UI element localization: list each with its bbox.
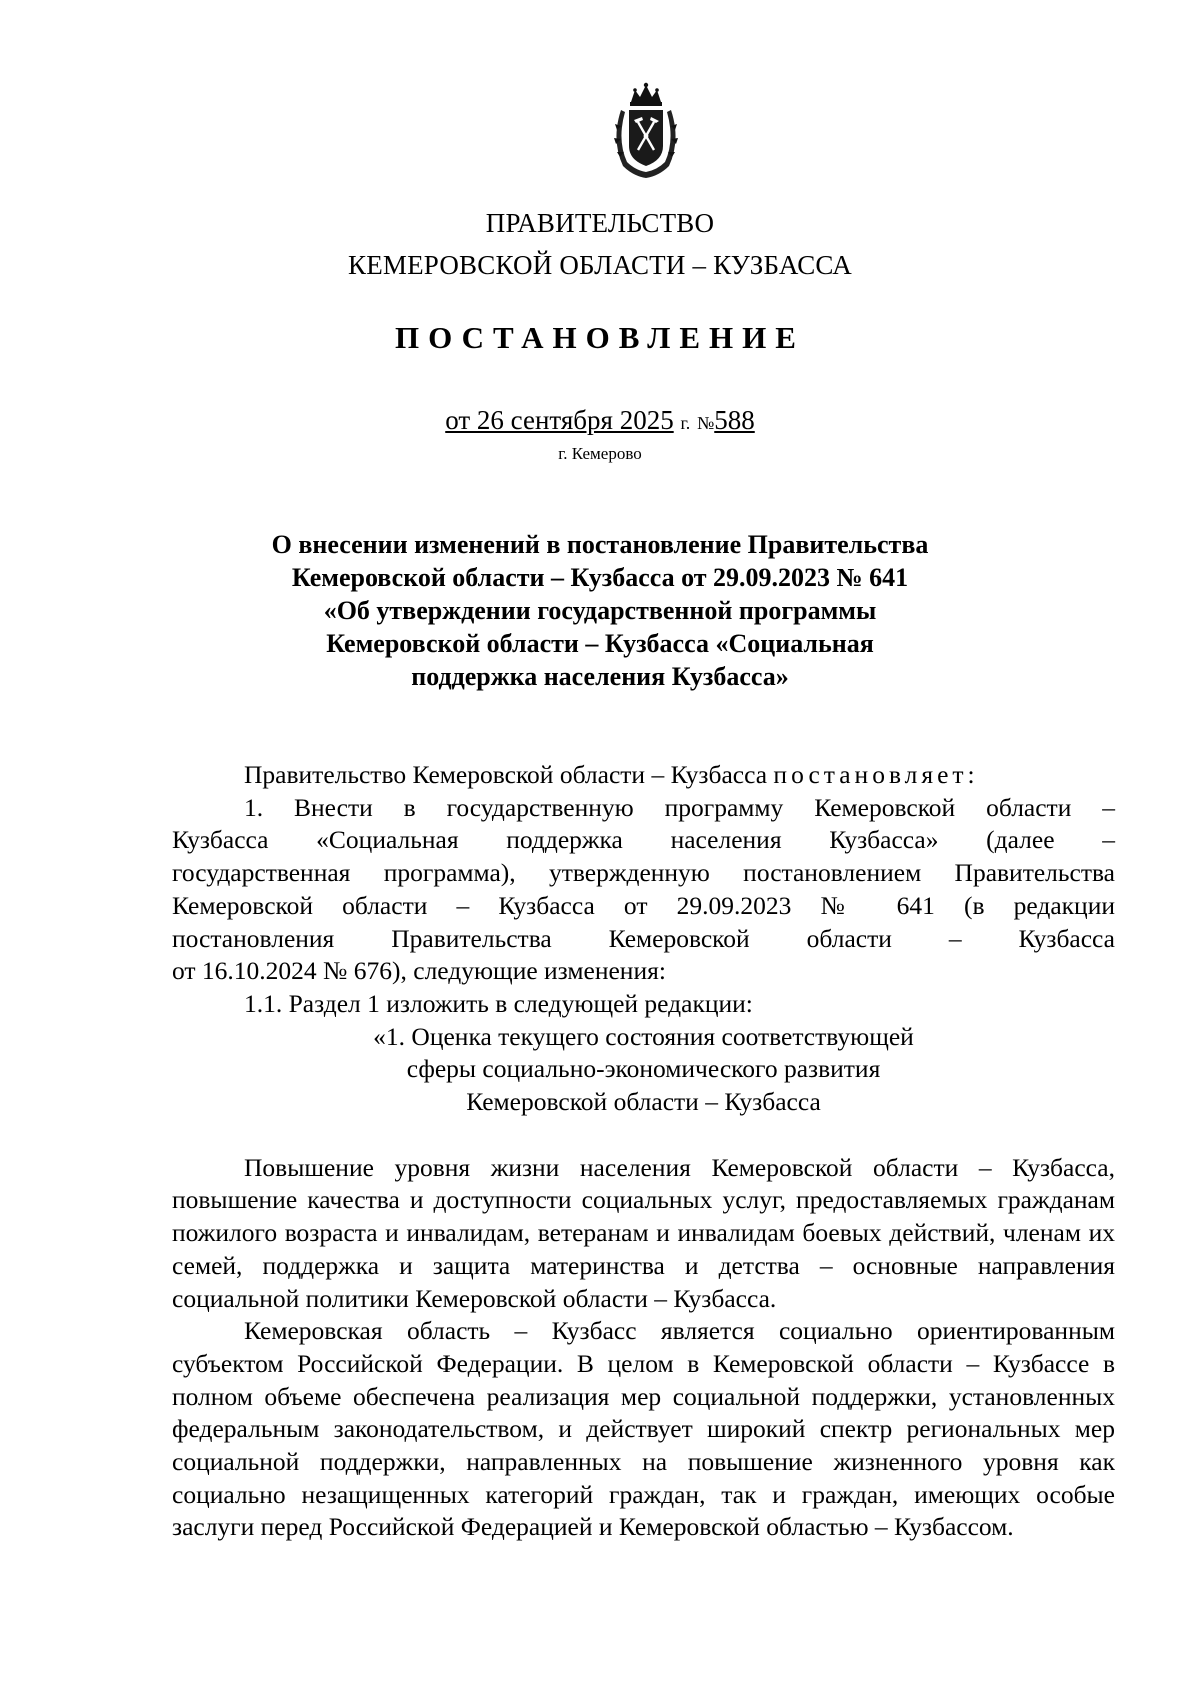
item-1-1: 1.1. Раздел 1 изложить в следующей редакции: — [244, 988, 753, 1018]
item-1 — [172, 792, 1115, 988]
section-heading-line: сферы социально-экономического развития — [406, 1054, 881, 1084]
title-line: О внесении изменений в постановление Правительства — [271, 530, 929, 559]
document-title — [200, 528, 1000, 693]
section-heading-line: «1. Оценка текущего состояния соответствующей — [373, 1021, 914, 1051]
coat-of-arms-icon — [609, 80, 683, 180]
document-body — [172, 759, 1115, 1544]
section-heading-line: Кемеровской области – Кузбасса — [466, 1087, 821, 1117]
paragraph-1: Повышение уровня жизни населения Кемеровской области – Кузбасса, повышение качества и доступности социальных услуг, предоставляемых гражданам пожилого возраста и инвалидам, ветеранам и инвалидам боевых действий, членам их семей, поддержка и защита материнства и детства – основные направления социальной политики Кемеровской области – Кузбасса. — [172, 1152, 1115, 1313]
item-1-line: государственная программа), утвержденную постановлением Правительства — [172, 858, 1115, 888]
section-heading — [172, 1021, 1115, 1119]
item-1-line: 1. Внести в государственную программу Кемеровской области – — [244, 792, 1115, 822]
number-sign: № — [697, 413, 715, 433]
intro-verb: постановляет: — [773, 760, 979, 789]
year-suffix: г. — [680, 413, 691, 433]
title-line: «Об утверждении государственной программы — [323, 596, 877, 625]
intro-paragraph — [172, 759, 1115, 792]
paragraph-2: Кемеровская область – Кузбасс является социально ориентированным субъектом Российской Федерации. В целом в Кемеровской области – Кузбассе в полном объеме обеспечена реализация мер социальной поддержки, установленных федеральным законодательством, и действует широкий спектр региональных мер социальной поддержки, направленных на повышение жизненного уровня как социально незащищенных категорий граждан, так и граждан, имеющих особые заслуги перед Российской Федерацией и Кемеровской областью – Кузбассом. — [172, 1316, 1115, 1542]
title-line: поддержка населения Кузбасса» — [411, 662, 789, 691]
government-region: КЕМЕРОВСКОЙ ОБЛАСТИ – КУЗБАССА — [348, 250, 852, 280]
item-1-line: от 16.10.2024 № 676), следующие изменения: — [172, 956, 666, 986]
document-type: ПОСТАНОВЛЕНИЕ — [395, 320, 805, 355]
title-line: Кемеровской области – Кузбасса «Социальная — [326, 629, 874, 658]
title-line: Кемеровской области – Кузбасса от 29.09.2023 № 641 — [291, 563, 909, 592]
item-1-line: Кузбасса «Социальная поддержка населения Кузбасса» (далее – — [172, 825, 1115, 855]
city: г. Кемерово — [558, 444, 642, 463]
document-date: от 26 сентября 2025 — [445, 405, 674, 435]
spacer — [172, 1119, 1115, 1152]
item-1-line: постановления Правительства Кемеровской области – Кузбасса — [172, 923, 1115, 953]
intro-text: Правительство Кемеровской области – Кузбасса — [244, 760, 768, 789]
item-1-line: Кемеровской области – Кузбасса от 29.09.2023 № 641 (в редакции — [172, 890, 1115, 920]
government-title: ПРАВИТЕЛЬСТВО — [485, 208, 715, 238]
date-line — [0, 405, 1200, 436]
document-number: 588 — [714, 405, 755, 435]
